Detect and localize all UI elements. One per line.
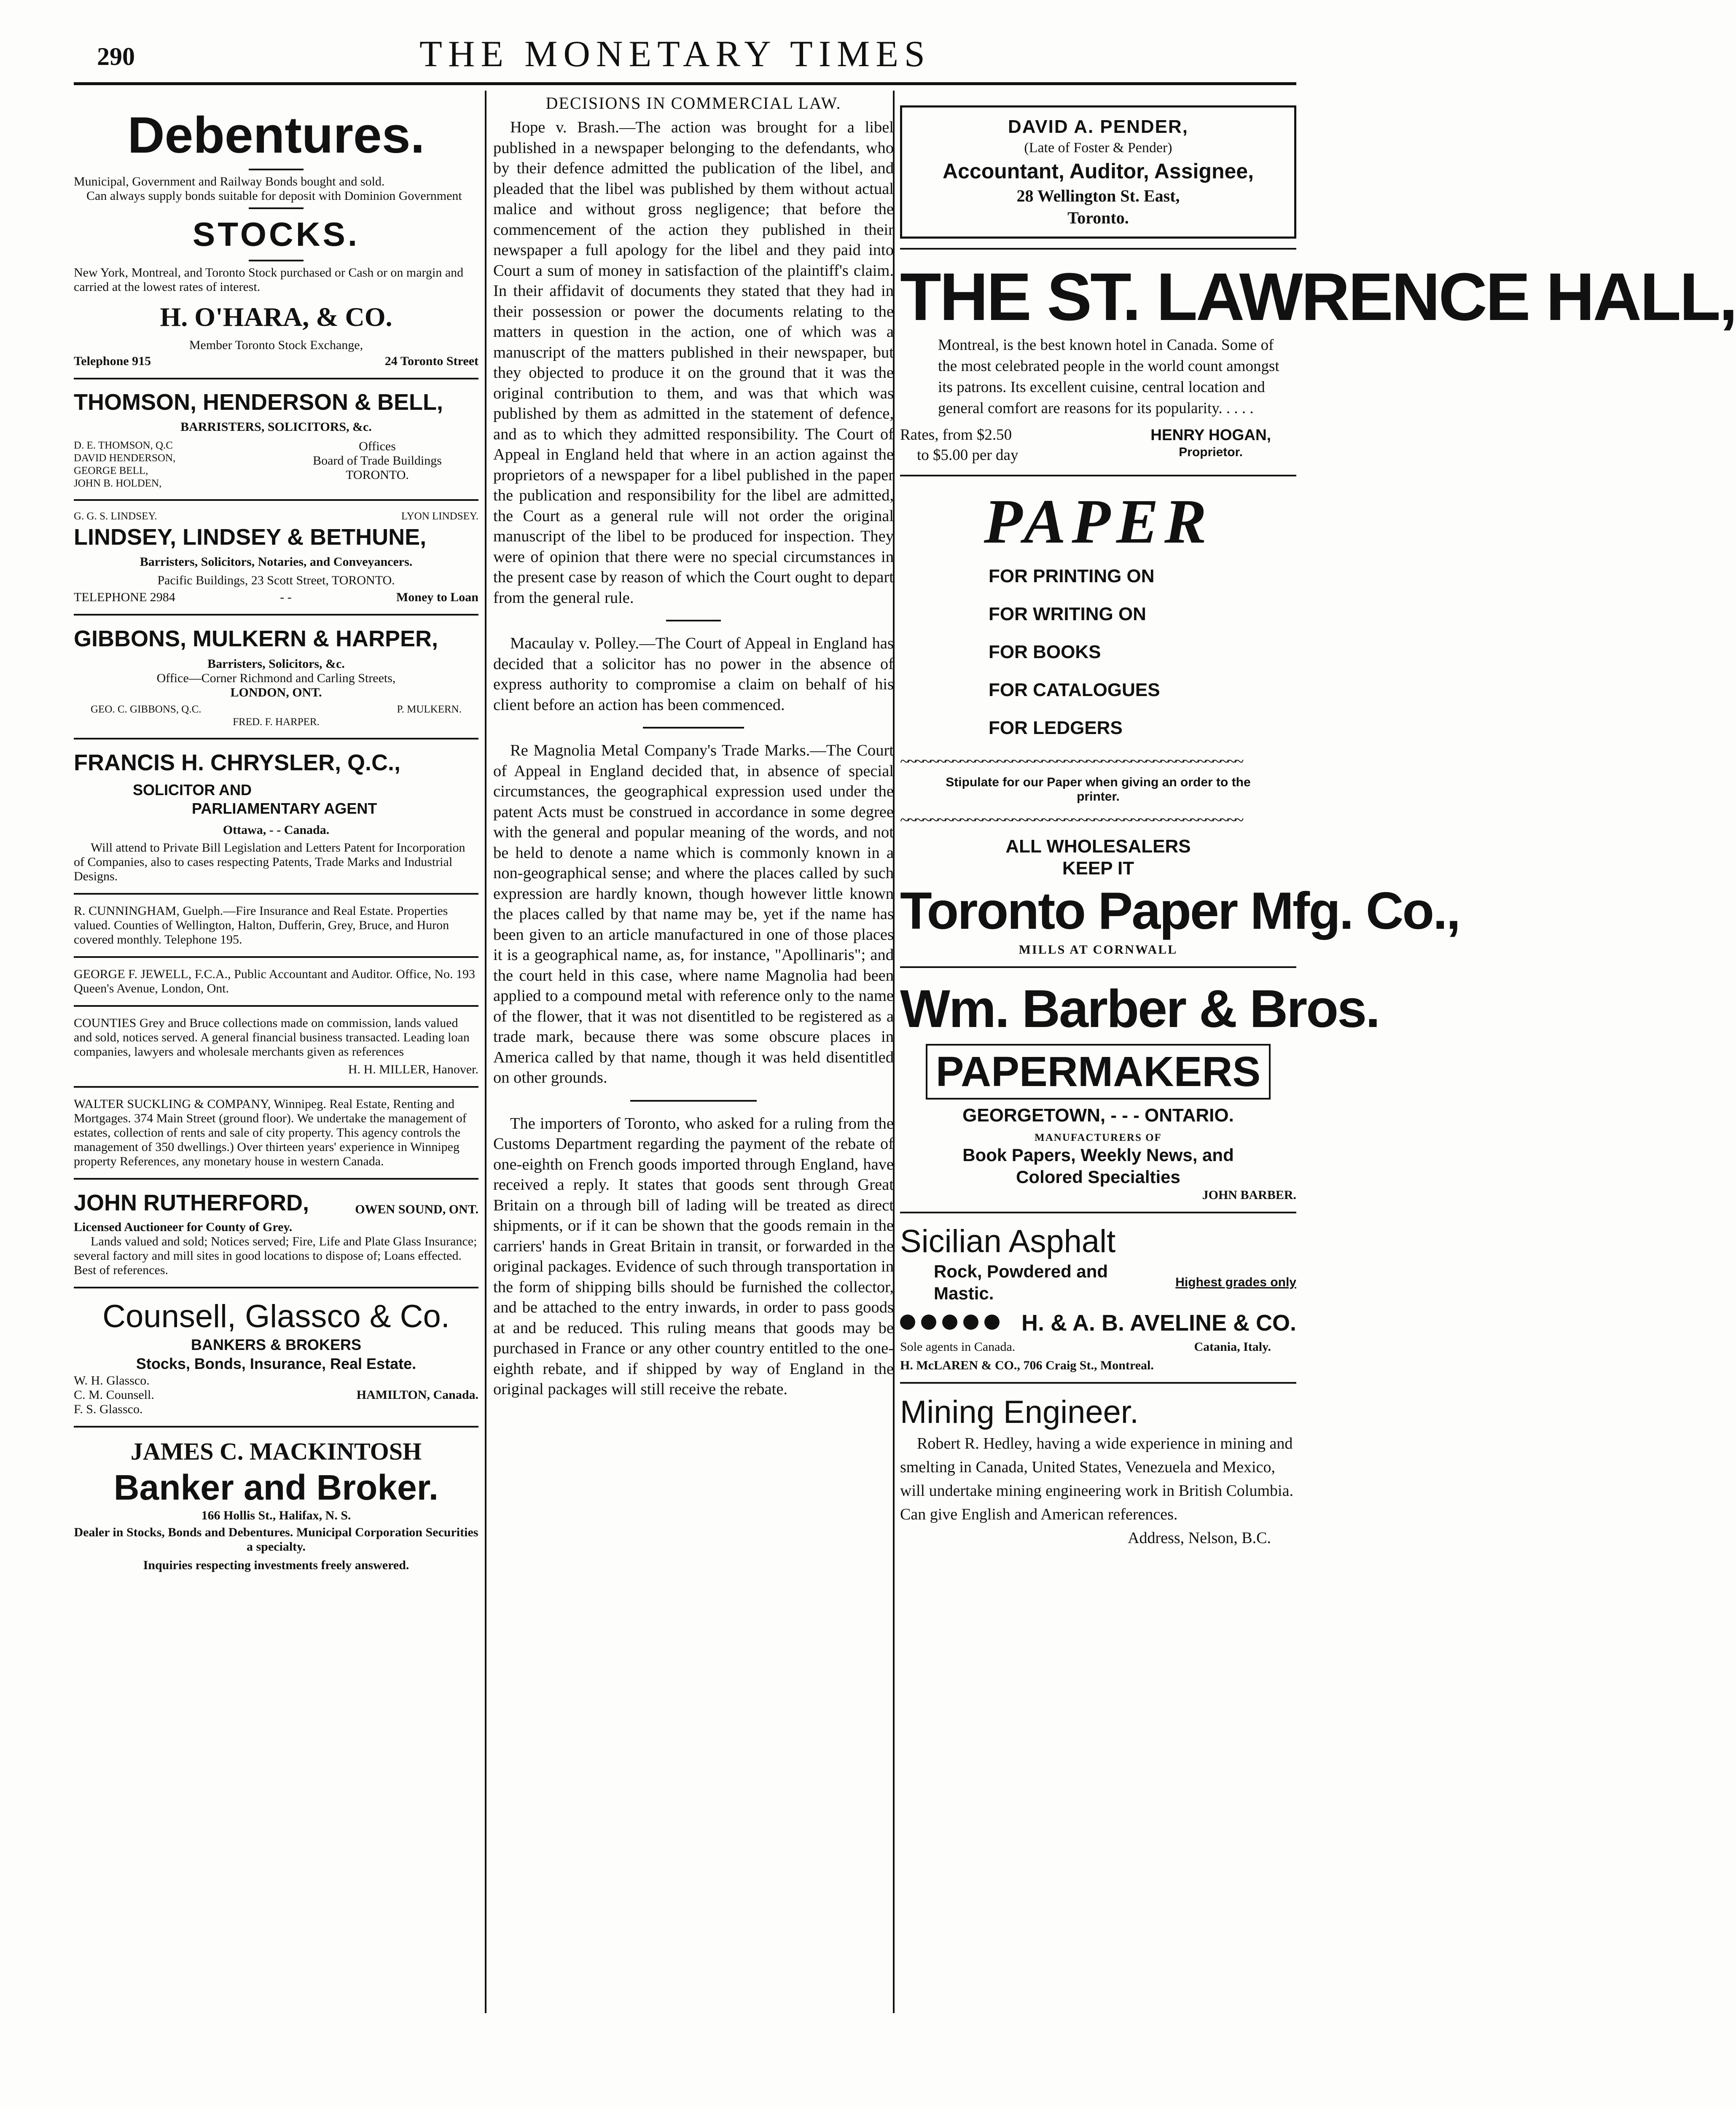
paper-keep: KEEP IT (1062, 858, 1134, 879)
mackintosh-title: Banker and Broker. (113, 1468, 439, 1507)
divider (74, 614, 478, 616)
gibbons-office: Office—Corner Richmond and Carling Streets, (156, 671, 396, 685)
newspaper-title: THE MONETARY TIMES (419, 34, 931, 75)
bullet-dots (900, 1315, 1005, 1332)
article-hope-v-brash: Hope v. Brash.—The action was brought for a libel published in a newspaper belonging to the defendants, who by their defence admitted the publication of the libel, and pleaded that the libel was published by them without actual malice and without gross negligence; that before the commencement of the action they published in their newspaper a full apology for the libel and they paid into Court a sum of money in satisfaction of the plaintiff's claim. In their affidavit of documents they stated that they had in their possession or power the documents relating to the matters in question in the action, one of which was a manuscript of the matters published in their newspaper, but they objected to produce it on the ground that it was the original contribution to them, and was that which was published by them as admitted in the statement of defence, and as to which they admitted responsibility. The Court of Appeal in England held that where in an action against the proprietors of a newspaper for a libel published in the paper the publication and responsibility for the libel are admitted, the Court as a general rule will not order the original manuscript of the libel to be produced for inspection. They were of opinion that there were no special circumstances in the present case by reason of which the Court ought to depart from the general rule. (493, 118, 894, 607)
suckling-ad: WALTER SUCKLING & COMPANY, Winnipeg. Real Estate, Renting and Mortgages. 374 Main Street (ground floor). We undertake the management of estates, collection of rents and sale of city property. This agency controls the management of 350 dwellings.) Over thirteen years' experience in Winnipeg property References, any monetary house in western Canada. (74, 1097, 467, 1168)
lindsey-money: Money to Loan (396, 590, 478, 604)
paper-title: PAPER (984, 487, 1213, 557)
header-rule (74, 82, 1296, 85)
stocks-title: STOCKS. (192, 215, 360, 253)
debentures-text-2: Can always supply bonds suitable for deposit with Dominion Government (86, 189, 462, 203)
lindsey-name: LINDSEY, LINDSEY & BETHUNE, (74, 524, 427, 550)
counsell-partner: W. H. Glassco. (74, 1374, 150, 1387)
gibbons-sub: Barristers, Solicitors, &c. (207, 657, 345, 671)
mining-address: Address, Nelson, B.C. (1128, 1529, 1271, 1547)
cunningham-ad: R. CUNNINGHAM, Guelph.—Fire Insurance and Real Estate. Properties valued. Counties of Wellington, Halton, Dufferin, Grey, Bruce, and Huron covered monthly. Telephone 195. (74, 904, 449, 946)
barber-manufacturers: MANUFACTURERS OF (1035, 1132, 1162, 1143)
lindsey-address: Pacific Buildings, 23 Scott Street, TORONTO. (157, 573, 395, 587)
asphalt-mclaren: H. McLAREN & CO., 706 Craig St., Montreal. (900, 1358, 1154, 1372)
divider (630, 1100, 757, 1102)
divider (74, 956, 478, 958)
lindsey-sub: Barristers, Solicitors, Notaries, and Conveyancers. (140, 555, 413, 569)
chrysler-name: FRANCIS H. CHRYSLER, Q.C., (74, 750, 401, 775)
ohara-address: 24 Toronto Street (384, 354, 478, 368)
hall-proprietor: Proprietor. (1179, 445, 1243, 459)
divider (74, 1005, 478, 1007)
asphalt-title: Sicilian Asphalt (900, 1223, 1116, 1259)
stocks-text: New York, Montreal, and Toronto Stock purchased or Cash or on margin and carried at the lowest rates of interest. (74, 266, 464, 294)
pender-ad (900, 105, 1296, 239)
chrysler-sub: SOLICITOR AND (133, 781, 252, 799)
mackintosh-address: 166 Hollis St., Halifax, N. S. (201, 1508, 351, 1522)
lindsey-telephone: TELEPHONE 2984 (74, 590, 175, 604)
thomson-partner: D. E. THOMSON, Q.C (74, 440, 173, 451)
mining-text: Robert R. Hedley, having a wide experience in mining and smelting in Canada, United States, Venezuela and Mexico, will undertake mining engineering work in British Columbia. Can give English and American references. (900, 1435, 1293, 1523)
thomson-building: Board of Trade Buildings (313, 454, 442, 468)
barber-papermakers: PAPERMAKERS (926, 1044, 1271, 1100)
hall-owner: HENRY HOGAN, (1150, 426, 1271, 444)
hall-rates: Rates, from $2.50 (900, 426, 1012, 444)
thomson-city: TORONTO. (346, 468, 409, 482)
divider (900, 966, 1296, 968)
divider (74, 1178, 478, 1180)
paper-line: FOR BOOKS (989, 642, 1101, 662)
page-number: 290 (97, 43, 135, 70)
divider (249, 260, 304, 261)
paper-mills: MILLS AT CORNWALL (1018, 943, 1178, 957)
gibbons-name: GIBBONS, MULKERN & HARPER, (74, 626, 438, 651)
divider (249, 207, 304, 209)
paper-line: FOR PRINTING ON (989, 566, 1155, 586)
barber-city: GEORGETOWN, - - - ONTARIO. (962, 1105, 1234, 1126)
mackintosh-name: JAMES C. MACKINTOSH (130, 1438, 422, 1465)
divider (900, 1212, 1296, 1213)
barber-name: Wm. Barber & Bros. (900, 979, 1379, 1038)
divider (74, 1086, 478, 1088)
divider (249, 169, 304, 170)
pender-late: (Late of Foster & Pender) (1024, 140, 1172, 156)
mackintosh-text: Dealer in Stocks, Bonds and Debentures. Municipal Corporation Securities a specialty. (74, 1525, 478, 1554)
thomson-partner: DAVID HENDERSON, (74, 452, 176, 464)
divider (900, 475, 1296, 476)
divider (900, 1382, 1296, 1384)
hall-text: Montreal, is the best known hotel in Canada. Some of the most celebrated people in the world count amongst its patrons. Its excellent cuisine, central location and general comfort are reasons for its popularity. . . . . (938, 336, 1279, 417)
rutherford-sub: Licensed Auctioneer for County of Grey. (74, 1220, 293, 1234)
counsell-partner: C. M. Counsell. (74, 1388, 154, 1402)
article-customs-ruling: The importers of Toronto, who asked for a ruling from the Customs Department regarding the payment of the rebate of one-eighth on French goods imported through England, have received a reply. It states that goods sent through Great Britain on a through bill of lading will be treated as direct shipments, or if it can be shown that the goods remain in the carriers' hands in Great Britain in transit, or forwarded in the original packages. Evidence of such through transportation in the form of shipping bills should be furnished the collector, and be attached to the entry inwards, in order to pass goods at and be reduced. This ruling means that goods may be purchased in France or any other country entitled to the one-eighth rebate, and if shipped by way of England in the original packages will still receive the rebate. (493, 1114, 894, 1398)
column-articles (493, 93, 894, 1400)
asphalt-highest: Highest grades only (1175, 1275, 1296, 1289)
pender-city: Toronto. (1067, 208, 1129, 227)
gibbons-city: LONDON, ONT. (230, 686, 322, 699)
asphalt-agents: Sole agents in Canada. (900, 1340, 1016, 1354)
pender-address: 28 Wellington St. East, (1016, 186, 1180, 205)
divider (900, 248, 1296, 250)
asphalt-sub: Rock, Powdered and Mastic. (934, 1261, 1108, 1303)
chrysler-text: Will attend to Private Bill Legislation and Letters Patent for Incorporation of Companies, also to cases respecting Patents, Trade Marks and Industrial Designs. (74, 841, 465, 883)
pender-name: DAVID A. PENDER, (1008, 116, 1189, 137)
ornament-rule: ~~~~~~~~~~~~~~~~~~~~~~~~~~~~~~~~~~~~~~~~~~~~~~ (900, 810, 1242, 829)
paper-line: FOR WRITING ON (989, 604, 1146, 624)
articles-heading: DECISIONS IN COMMERCIAL LAW. (546, 94, 841, 113)
barber-products: Book Papers, Weekly News, and Colored Specialties (962, 1145, 1234, 1187)
hall-rates: to $5.00 per day (917, 446, 1018, 464)
divider (74, 1287, 478, 1288)
chrysler-sub: PARLIAMENTARY AGENT (192, 800, 377, 817)
counties-ad: COUNTIES Grey and Bruce collections made on commission, lands valued and sold, notices served. A general financial business transacted. Leading loan companies, lawyers and wholesale merchants given as references (74, 1016, 470, 1059)
debentures-title: Debentures. (127, 106, 425, 164)
thomson-name: THOMSON, HENDERSON & BELL, (74, 390, 443, 415)
ornament-rule: ~~~~~~~~~~~~~~~~~~~~~~~~~~~~~~~~~~~~~~~~~~~~~~ (900, 752, 1242, 771)
gibbons-partner: FRED. F. HARPER. (233, 716, 320, 728)
divider (643, 727, 744, 729)
ohara-member: Member Toronto Stock Exchange, (189, 338, 363, 352)
page-header (0, 0, 1350, 89)
jewell-ad: GEORGE F. JEWELL, F.C.A., Public Accountant and Auditor. Office, No. 193 Queen's Avenue, London, Ont. (74, 967, 476, 995)
thomson-partner: JOHN B. HOLDEN, (74, 478, 162, 489)
divider (74, 738, 478, 739)
column-advertisements-left (74, 93, 478, 1573)
counsell-name: Counsell, Glassco & Co. (102, 1299, 450, 1334)
paper-line: FOR LEDGERS (989, 718, 1123, 738)
article-magnolia-metal: Re Magnolia Metal Company's Trade Marks.—The Court of Appeal in England decided that, in absence of special circumstances, the geographical expression used under the patent Acts must be construed in accordance in some degree with the general and popular meaning of the words, and not be held to denote a name which is commonly known in a non-geographical sense; and where the places called by such expression are hardly known, though however little known the places called by that name may be, yet if the name has been given to an article manufactured in one of those places it is a geographical name, as, for instance, "Apollinaris"; and the court held in this case, where name Magnolia had been applied to a compound metal with reference only to the name of the flower, that it was not disentitled to be registered as a trade mark, because there was some obscure places in America called by that name, though it was held disentitled on other grounds. (493, 742, 894, 1086)
divider (74, 893, 478, 895)
divider (74, 378, 478, 379)
counsell-sub2: Stocks, Bonds, Insurance, Real Estate. (136, 1355, 417, 1372)
counsell-partner: F. S. Glassco. (74, 1402, 143, 1416)
rutherford-name: JOHN RUTHERFORD, (74, 1190, 309, 1215)
thomson-offices: Offices (359, 439, 396, 453)
hall-title: THE ST. LAWRENCE HALL, (900, 259, 1736, 334)
lindsey-partner-left: G. G. S. LINDSEY. (74, 511, 157, 522)
paper-wholesalers: ALL WHOLESALERS (1005, 836, 1191, 857)
asphalt-city: Catania, Italy. (1194, 1340, 1271, 1354)
divider (74, 499, 478, 501)
asphalt-firm: H. & A. B. AVELINE & CO. (1021, 1310, 1296, 1336)
rutherford-place: OWEN SOUND, ONT. (355, 1202, 478, 1216)
ohara-telephone: Telephone 915 (74, 354, 151, 368)
paper-line: FOR CATALOGUES (989, 680, 1160, 700)
barber-sign: JOHN BARBER. (1202, 1188, 1296, 1202)
column-divider-1 (485, 91, 486, 2013)
paper-stipulate: Stipulate for our Paper when giving an order to the printer. (946, 775, 1251, 804)
ohara-name: H. O'HARA, & CO. (160, 302, 392, 332)
divider (74, 1426, 478, 1428)
mackintosh-foot: Inquiries respecting investments freely answered. (143, 1558, 409, 1572)
article-macaulay-v-polley: Macaulay v. Polley.—The Court of Appeal in England has decided that a solicitor has no power in the absence of express authority to compromise a claim on behalf of his client before an action has been commenced. (493, 635, 894, 714)
thomson-sub: BARRISTERS, SOLICITORS, &c. (180, 420, 372, 434)
thomson-partner: GEORGE BELL, (74, 465, 148, 476)
chrysler-city: Ottawa, - - Canada. (223, 823, 330, 837)
counties-sign: H. H. MILLER, Hanover. (348, 1062, 478, 1076)
divider (666, 620, 721, 621)
toronto-paper-company: Toronto Paper Mfg. Co., (900, 882, 1460, 940)
gibbons-partner: P. MULKERN. (397, 704, 462, 715)
pender-role: Accountant, Auditor, Assignee, (942, 159, 1254, 183)
lindsey-dash: - - (280, 590, 292, 604)
rutherford-text: Lands valued and sold; Notices served; Fire, Life and Plate Glass Insurance; several factory and mill sites in good locations to dispose of; Loans effected. Best of references. (74, 1234, 477, 1277)
column-advertisements-right (900, 93, 1736, 1550)
lindsey-partner-right: LYON LINDSEY. (401, 511, 478, 522)
mining-title: Mining Engineer. (900, 1394, 1139, 1430)
debentures-text: Municipal, Government and Railway Bonds bought and sold. (74, 175, 385, 188)
counsell-city: HAMILTON, Canada. (356, 1388, 478, 1402)
gibbons-partner: GEO. C. GIBBONS, Q.C. (91, 704, 202, 715)
counsell-sub: BANKERS & BROKERS (191, 1336, 362, 1353)
